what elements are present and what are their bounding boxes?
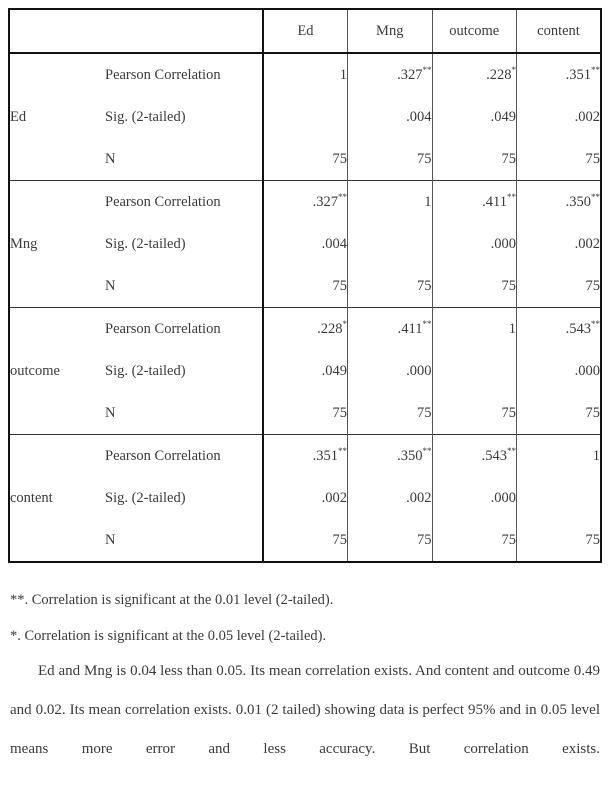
cell-number: .000 [490, 236, 516, 252]
table-row [9, 181, 601, 224]
cell-number: .002 [574, 236, 600, 252]
table-block-content [9, 435, 601, 563]
cell-value [348, 350, 433, 392]
stat-label: Sig. (2-tailed) [105, 223, 263, 265]
cell-number: .002 [321, 490, 347, 506]
cell-number: .228 [486, 67, 512, 83]
cell-value [517, 477, 602, 519]
significance-mark: ** [591, 192, 600, 203]
cell-value [348, 308, 433, 351]
cell-number: .004 [321, 236, 347, 252]
stat-label: Pearson Correlation [105, 53, 263, 96]
stat-label: N [105, 138, 263, 181]
column-header-ed: Ed [263, 9, 348, 53]
row-variable-label: content [9, 435, 105, 563]
column-header-mng: Mng [348, 9, 433, 53]
cell-value [432, 265, 517, 308]
cell-value [517, 223, 602, 265]
stat-label: Pearson Correlation [105, 181, 263, 224]
cell-number: 1 [424, 194, 432, 210]
cell-number: .049 [321, 363, 347, 379]
cell-value [348, 392, 433, 435]
cell-number: .049 [490, 109, 516, 125]
stat-label: N [105, 392, 263, 435]
cell-value [263, 435, 348, 478]
cell-value [517, 308, 602, 351]
cell-number: 75 [332, 278, 347, 294]
cell-number: .002 [574, 109, 600, 125]
table-block-ed [9, 53, 601, 181]
cell-number: 1 [339, 67, 347, 83]
cell-value [348, 181, 433, 224]
cell-value [432, 350, 517, 392]
cell-number: 75 [332, 405, 347, 421]
cell-number: 75 [417, 405, 432, 421]
cell-value [432, 392, 517, 435]
table-row [9, 435, 601, 478]
cell-number: .411 [482, 194, 507, 210]
cell-number: 75 [417, 151, 432, 167]
cell-value [517, 181, 602, 224]
cell-number: .002 [406, 490, 432, 506]
significance-mark: ** [507, 446, 516, 457]
cell-value [263, 519, 348, 562]
cell-number: .004 [406, 109, 432, 125]
cell-value [517, 519, 602, 562]
cell-value [263, 350, 348, 392]
row-variable-label: Mng [9, 181, 105, 308]
cell-number: 75 [501, 532, 516, 548]
cell-number: 75 [585, 151, 600, 167]
cell-number: 75 [585, 405, 600, 421]
cell-value [263, 477, 348, 519]
stat-label: Pearson Correlation [105, 435, 263, 478]
cell-number: 1 [508, 321, 516, 337]
cell-number: .228 [317, 321, 343, 337]
cell-number: .351 [565, 67, 591, 83]
cell-value [263, 308, 348, 351]
header-row [9, 9, 601, 53]
cell-number: .350 [397, 448, 423, 464]
cell-number: 75 [501, 278, 516, 294]
stat-label: Pearson Correlation [105, 308, 263, 351]
cell-number: .327 [312, 194, 338, 210]
cell-value [348, 138, 433, 181]
significance-mark: * [511, 65, 516, 76]
cell-value [348, 265, 433, 308]
stat-label: N [105, 519, 263, 562]
significance-mark: ** [591, 319, 600, 330]
cell-value [432, 181, 517, 224]
cell-value [517, 350, 602, 392]
cell-number: .411 [397, 321, 423, 337]
cell-number: .351 [312, 448, 338, 464]
cell-number: 75 [417, 278, 432, 294]
cell-value [348, 223, 433, 265]
cell-number: 75 [585, 278, 600, 294]
cell-value [432, 519, 517, 562]
significance-mark: ** [422, 319, 432, 330]
cell-value [348, 53, 433, 96]
cell-value [432, 138, 517, 181]
cell-value [517, 435, 602, 478]
significance-mark: ** [591, 65, 600, 76]
cell-value [432, 435, 517, 478]
row-variable-label: Ed [10, 109, 27, 125]
cell-value [263, 392, 348, 435]
cell-value [348, 435, 433, 478]
cell-number: .327 [397, 67, 423, 83]
cell-number: .000 [574, 363, 600, 379]
correlations-table [8, 8, 602, 563]
table-block-outcome [9, 308, 601, 435]
cell-number: 75 [332, 532, 347, 548]
significance-mark: ** [422, 446, 432, 457]
cell-value [432, 477, 517, 519]
cell-value [263, 53, 348, 96]
significance-mark: ** [422, 65, 432, 76]
significance-mark: ** [507, 192, 516, 203]
cell-number: 75 [585, 532, 600, 548]
cell-value [432, 53, 517, 96]
cell-number: .000 [490, 490, 516, 506]
table-block-mng [9, 181, 601, 308]
correlations-table-container [8, 8, 600, 563]
cell-value [517, 53, 602, 96]
table-footnotes [10, 582, 600, 654]
cell-value [263, 223, 348, 265]
cell-number: 75 [332, 151, 347, 167]
table-row [9, 53, 601, 96]
column-header-content: content [517, 9, 602, 53]
cell-value [263, 138, 348, 181]
interpretation-paragraph: Ed and Mng is 0.04 less than 0.05. Its mean correlation exists. And content and outcome 0.49 and 0.02. Its mean correlation exists. 0.01 (2 tailed) showing data is perfect 95% and in 0.05 level means more error and less accuracy. But correlation exists. [10, 663, 600, 757]
cell-value [348, 477, 433, 519]
significance-mark: ** [338, 446, 347, 457]
significance-mark: ** [338, 192, 347, 203]
cell-value [348, 519, 433, 562]
cell-value [348, 96, 433, 138]
stat-label: Sig. (2-tailed) [105, 477, 263, 519]
cell-number: .000 [406, 363, 432, 379]
cell-value [517, 392, 602, 435]
cell-value [432, 308, 517, 351]
header-corner-blank [9, 9, 263, 53]
footnote-005-level: *. Correlation is significant at the 0.05 level (2-tailed). [10, 628, 327, 644]
cell-number: 75 [501, 405, 516, 421]
cell-number: .543 [565, 321, 591, 337]
cell-value [517, 265, 602, 308]
column-header-outcome: outcome [432, 9, 517, 53]
significance-mark: * [342, 319, 347, 330]
stat-label: Sig. (2-tailed) [105, 96, 263, 138]
cell-number: .350 [565, 194, 591, 210]
footnote-001-level: **. Correlation is significant at the 0.01 level (2-tailed). [10, 592, 334, 608]
cell-number: 1 [592, 448, 600, 464]
cell-number: 75 [417, 532, 432, 548]
stat-label: N [105, 265, 263, 308]
cell-value [263, 96, 348, 138]
row-variable-label: outcome [9, 308, 105, 435]
cell-value [432, 223, 517, 265]
cell-number: .543 [481, 448, 507, 464]
stat-label: Sig. (2-tailed) [105, 350, 263, 392]
cell-value [517, 96, 602, 138]
table-row [9, 308, 601, 351]
cell-value [263, 265, 348, 308]
table-header [9, 9, 601, 53]
cell-value [263, 181, 348, 224]
cell-value [432, 96, 517, 138]
cell-value [517, 138, 602, 181]
cell-number: 75 [501, 151, 516, 167]
